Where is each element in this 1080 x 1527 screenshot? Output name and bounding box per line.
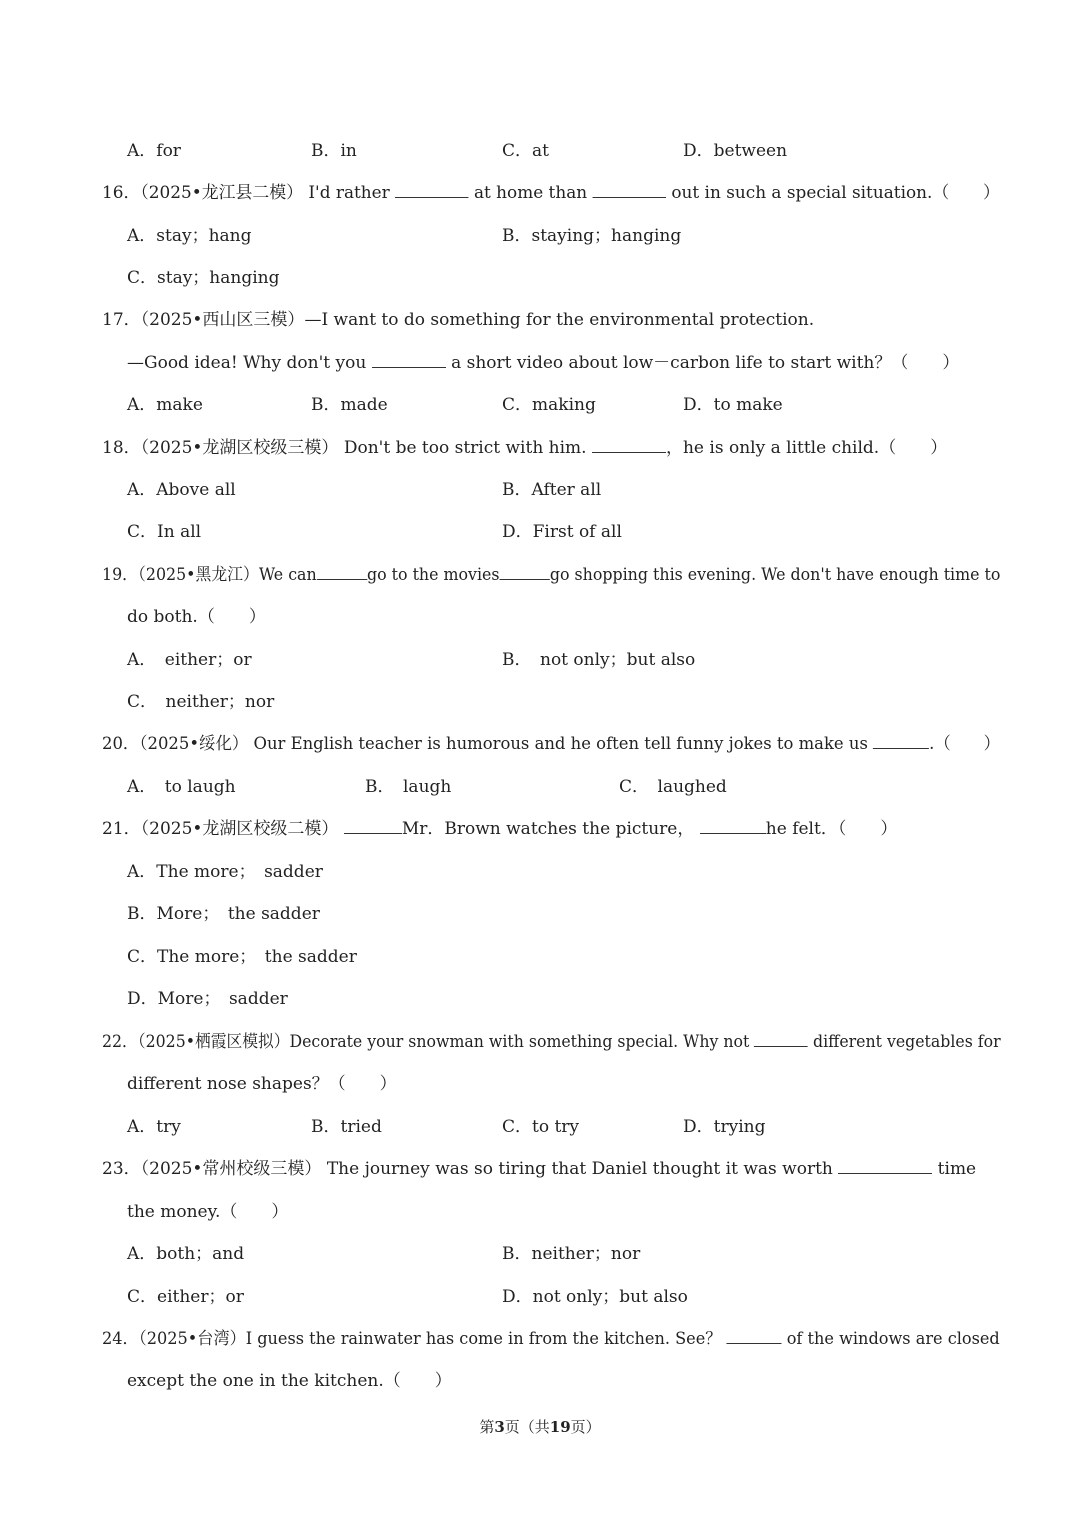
q24-text-b: of the windows are closed [786, 1329, 1000, 1349]
q18-option-b: B．After all [502, 480, 602, 500]
q19-option-c: C． neither；nor [127, 692, 275, 712]
q17-blank[interactable] [372, 353, 446, 368]
q23-option-c: C．either；or [127, 1287, 244, 1307]
q15-option-a: A．for [127, 141, 181, 161]
q23-option-a: A．both；and [127, 1244, 245, 1264]
q20-option-c: C． laughed [619, 777, 727, 797]
q17-stem [102, 309, 814, 331]
q18-option-a: A．Above all [127, 480, 236, 500]
q17-line2-b: a short video about low－carbon life to start with？（ ） [451, 353, 960, 373]
q17-option-d: D．to make [683, 395, 783, 415]
q22-number: 22． [102, 1032, 138, 1052]
q17-line1: —I want to do something for the environmental protection. [304, 310, 815, 330]
q19-blank-1[interactable] [317, 565, 367, 580]
q22-text-a: Decorate your snowman with something special. Why not [289, 1032, 750, 1052]
footer-suffix: 页） [570, 1418, 601, 1436]
q22-line2: different nose shapes？（ ） [127, 1074, 397, 1094]
q22-option-c: C．to try [502, 1117, 580, 1137]
q18-stem [102, 437, 947, 459]
q18-blank[interactable] [592, 438, 666, 453]
q22-option-d: D．trying [683, 1117, 766, 1137]
q16-text-c: out in such a special situation.（ ） [671, 183, 1000, 203]
q17-source: （2025•西山区三模） [140, 310, 305, 330]
q19-text-c: go shopping this evening. We don't have enough time to [549, 565, 1001, 585]
q16-option-a: A．stay；hang [127, 226, 252, 246]
q20-number: 20． [102, 734, 140, 754]
q16-stem [102, 182, 1000, 204]
q22-blank[interactable] [754, 1032, 808, 1047]
q21-source: （2025•龙湖区校级二模） [140, 819, 339, 839]
q22-text-b: different vegetables for [813, 1032, 1001, 1052]
q17-line2 [127, 352, 959, 374]
q22-source: （2025•栖霞区模拟） [137, 1032, 290, 1052]
q18-text-a: Don't be too strict with him. [343, 438, 587, 458]
q21-text-b: he felt．（ ） [765, 819, 898, 839]
page-footer [0, 1416, 1080, 1437]
total-pages: 19 [549, 1418, 571, 1436]
q19-option-a: A． either；or [127, 650, 252, 670]
q24-source: （2025•台湾） [138, 1329, 246, 1349]
q23-text-a: The journey was so tiring that Daniel thought it was worth [326, 1159, 833, 1179]
q23-number: 23． [102, 1159, 141, 1179]
q15-option-b: B．in [311, 141, 357, 161]
q19-source: （2025•黑龙江） [137, 565, 259, 585]
q21-blank-2[interactable] [700, 819, 766, 834]
q19-text-b: go to the movies [366, 565, 500, 585]
q17-option-a: A．make [127, 395, 203, 415]
q15-option-c: C．at [502, 141, 549, 161]
q21-option-a: A．The more； sadder [127, 862, 323, 882]
q20-blank[interactable] [873, 734, 929, 749]
q20-option-a: A． to laugh [127, 777, 236, 797]
q18-option-c: C．In all [127, 522, 202, 542]
q23-option-d: D．not only；but also [502, 1287, 688, 1307]
q19-stem [102, 564, 1000, 586]
q24-text-a: I guess the rainwater has come in from the kitchen. See？ [245, 1329, 722, 1349]
q21-option-c: C．The more； the sadder [127, 947, 357, 967]
q19-line2: do both.（ ） [127, 607, 266, 627]
q23-text-b: time [937, 1159, 977, 1179]
q20-text-a: Our English teacher is humorous and he often tell funny jokes to make us [253, 734, 868, 754]
q16-blank-1[interactable] [395, 183, 468, 198]
q21-number: 21． [102, 819, 141, 839]
q17-number: 17． [102, 310, 141, 330]
q21-stem [102, 818, 897, 840]
q18-text-b: ，he is only a little child.（ ） [665, 438, 948, 458]
q16-blank-2[interactable] [593, 183, 666, 198]
q22-option-b: B．tried [311, 1117, 382, 1137]
q23-line2: the money.（ ） [127, 1202, 289, 1222]
q22-option-a: A．try [127, 1117, 181, 1137]
q24-number: 24． [102, 1329, 139, 1349]
q18-source: （2025•龙湖区校级三模） [140, 438, 339, 458]
q20-option-b: B． laugh [365, 777, 452, 797]
q21-text-a: Mr．Brown watches the picture， [401, 819, 695, 839]
q24-line2: except the one in the kitchen.（ ） [127, 1371, 452, 1391]
q24-blank[interactable] [727, 1329, 782, 1344]
q17-option-c: C．making [502, 395, 596, 415]
q22-stem [102, 1031, 1001, 1053]
q15-option-d: D．between [683, 141, 788, 161]
q21-option-b: B．More； the sadder [127, 904, 320, 924]
q20-text-b: .（ ） [929, 734, 1001, 754]
q19-blank-2[interactable] [500, 565, 550, 580]
footer-prefix: 第 [479, 1418, 495, 1436]
footer-mid: 页（共 [504, 1418, 550, 1436]
q19-number: 19． [102, 565, 138, 585]
q20-stem [102, 733, 1000, 755]
q21-blank-1[interactable] [344, 819, 402, 834]
q21-option-d: D．More； sadder [127, 989, 288, 1009]
page-number: 3 [494, 1418, 505, 1436]
q20-source: （2025•绥化） [139, 734, 249, 754]
q18-option-d: D．First of all [502, 522, 622, 542]
q17-option-b: B．made [311, 395, 388, 415]
q23-source: （2025•常州校级三模） [140, 1159, 322, 1179]
q16-option-b: B．staying；hanging [502, 226, 682, 246]
q19-option-b: B． not only；but also [502, 650, 696, 670]
q16-text-b: at home than [473, 183, 588, 203]
q23-blank[interactable] [838, 1159, 932, 1174]
q23-stem [102, 1158, 976, 1180]
q19-text-a: We can [258, 565, 317, 585]
q16-source: （2025•龙江县二模） [140, 183, 304, 203]
q24-stem [102, 1328, 1000, 1350]
q16-text-a: I'd rather [308, 183, 390, 203]
q18-number: 18． [102, 438, 141, 458]
q23-option-b: B．neither；nor [502, 1244, 641, 1264]
q16-option-c: C．stay；hanging [127, 268, 280, 288]
q17-line2-a: —Good idea! Why don't you [127, 353, 367, 373]
q16-number: 16． [102, 183, 141, 203]
